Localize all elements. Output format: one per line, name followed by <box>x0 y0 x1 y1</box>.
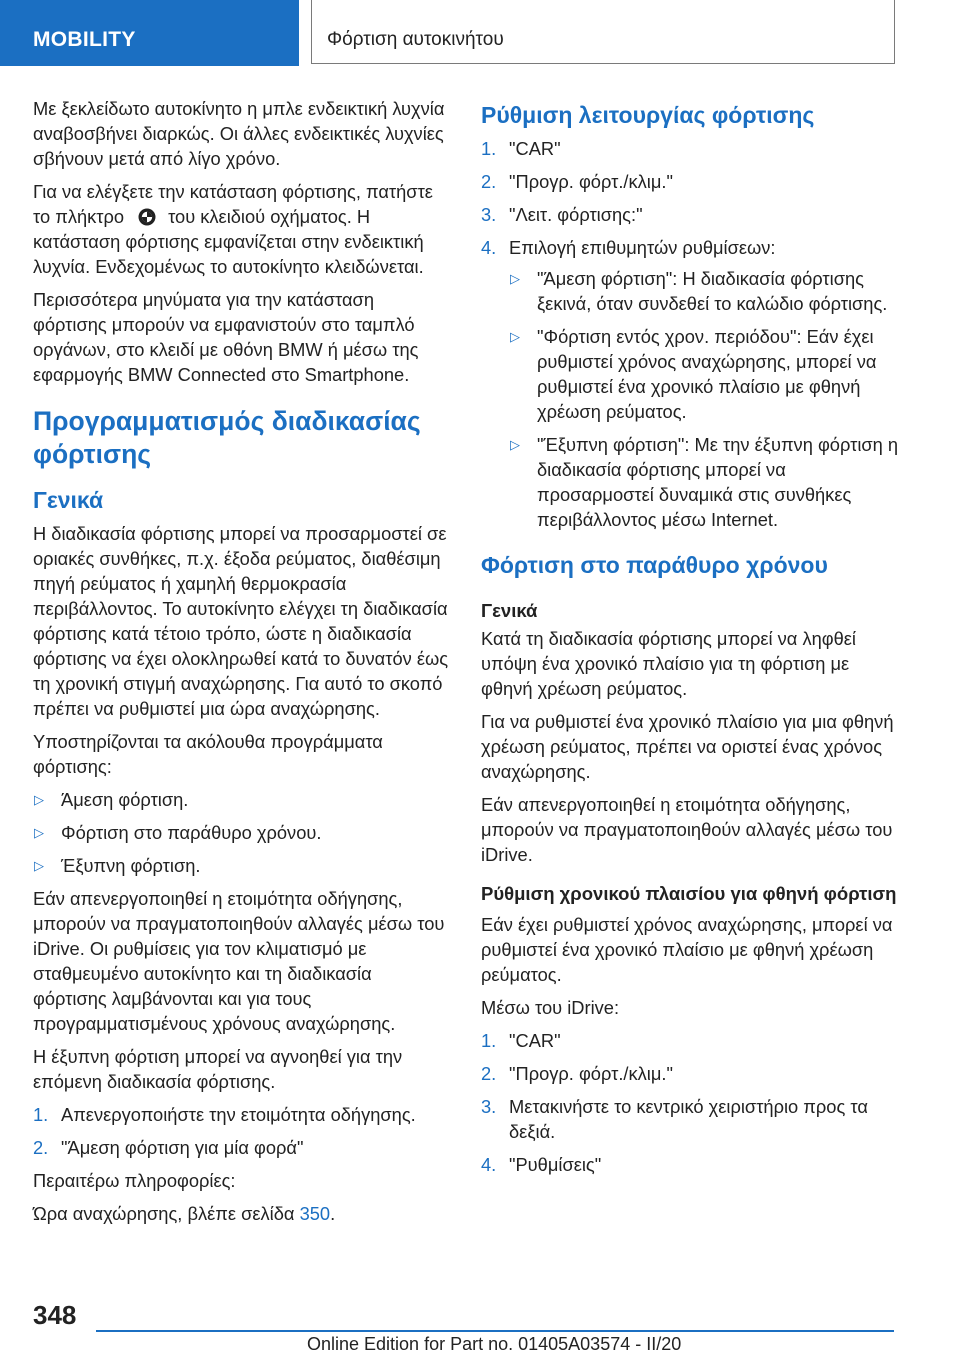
list-item <box>509 432 901 532</box>
paragraph: Εάν απενεργοποιηθεί η ετοιμότητα οδήγησης, μπορούν να πραγματοποιηθούν αλλαγές μέσω του iDrive. Οι ρυθμίσεις για τον κλιματισμό με σταθμευμένο αυτοκίνητο και τη διαδικασία φόρτισης λαμβάνονται και για τους προγραμματισμένους χρόνους αναχώρησης. <box>33 888 445 1034</box>
numbered-list <box>33 1102 450 1160</box>
triangle-bullet-icon: ▷ <box>510 437 520 452</box>
minor-heading: Ρύθμιση χρονικού πλαισίου για φθηνή φόρτιση <box>481 883 897 904</box>
triangle-bullet-icon: ▷ <box>34 825 44 840</box>
step-text: Απενεργοποιήστε την ετοιμότητα οδήγησης. <box>61 1104 416 1125</box>
step-text: "CAR" <box>509 1030 561 1051</box>
step-number: 4. <box>481 1154 497 1175</box>
numbered-list <box>481 136 901 532</box>
paragraph-text: Για να ελέγξετε την κατάσταση φόρτισης, πατήστε το πλήκτρο <box>33 181 433 227</box>
paragraph: Περαιτέρω πληροφορίες: <box>33 1170 236 1191</box>
list-item-text: "Φόρτιση εντός χρον. περιόδου": Εάν έχει ρυθμιστεί χρόνος αναχώρησης, μπορεί να ρυθμιστεί ένα χρονικό πλαίσιο με φθηνή χρέωση ρεύματος. <box>537 326 877 422</box>
edition-note: Online Edition for Part no. 01405A03574 - II/20 <box>307 1334 682 1354</box>
list-item <box>509 266 901 316</box>
minor-heading: Γενικά <box>481 600 538 621</box>
step-text: "Άμεση φόρτιση για μία φορά" <box>61 1137 304 1158</box>
paragraph-text: του κλειδιού οχήματος. Η κατάσταση φόρτισης εμφανίζεται στην ενδεικτική λυχνία. Ενδεχομένως το αυτοκίνητο κλειδώνεται. <box>33 206 424 277</box>
page-number: 348 <box>33 1300 77 1330</box>
step-text: "Προγρ. φόρτ./κλιμ." <box>509 171 673 192</box>
list-item <box>33 787 450 812</box>
step-number: 2. <box>33 1137 49 1158</box>
paragraph: Με ξεκλείδωτο αυτοκίνητο η μπλε ενδεικτική λυχνία αναβοσβήνει διαρκώς. Οι άλλες ενδεικτικές λυχνίες σβήνουν μετά από λίγο χρόνο. <box>33 98 445 169</box>
subsection-heading: Ρύθμιση λειτουργίας φόρτισης <box>481 102 815 128</box>
list-item <box>33 1135 450 1160</box>
triangle-bullet-icon: ▷ <box>34 858 44 873</box>
list-item-text: "Έξυπνη φόρτιση": Με την έξυπνη φόρτιση η διαδικασία φόρτισης μπορεί να προσαρμοστεί δυναμικά στις συνθήκες περιβάλλοντος μέσω Internet. <box>537 434 899 530</box>
list-item <box>481 202 901 227</box>
list-item <box>481 1028 901 1053</box>
step-text: "Λειτ. φόρτισης:" <box>509 204 643 225</box>
list-item <box>509 324 901 424</box>
list-item <box>33 1102 450 1127</box>
section-tab <box>0 0 299 66</box>
step-number: 1. <box>33 1104 49 1125</box>
step-number: 2. <box>481 171 497 192</box>
step-text: Επιλογή επιθυμητών ρυθμίσεων: <box>509 237 776 258</box>
chapter-title: Φόρτιση αυτοκινήτου <box>327 29 504 50</box>
list-item <box>481 136 901 161</box>
triangle-bullet-icon: ▷ <box>510 329 520 344</box>
step-number: 1. <box>481 138 497 159</box>
chapter-tab <box>311 0 895 64</box>
step-text: "Ρυθμίσεις" <box>509 1154 602 1175</box>
list-item <box>481 235 901 532</box>
list-item <box>481 1094 901 1144</box>
numbered-list <box>481 1028 901 1177</box>
paragraph: Εάν απενεργοποιηθεί η ετοιμότητα οδήγησης, μπορούν να πραγματοποιηθούν αλλαγές μέσω του iDrive. <box>481 794 893 865</box>
list-item <box>33 853 450 878</box>
footer-divider <box>96 1330 894 1332</box>
step-text: Μετακινήστε το κεντρικό χειριστήριο προς τα δεξιά. <box>509 1096 868 1142</box>
step-number: 3. <box>481 204 497 225</box>
step-number: 3. <box>481 1096 497 1117</box>
list-item-text: Έξυπνη φόρτιση. <box>61 855 201 876</box>
list-item <box>33 820 450 845</box>
right-column <box>481 96 901 1185</box>
step-text: "CAR" <box>509 138 561 159</box>
left-column <box>33 96 450 1234</box>
paragraph-text: Ώρα αναχώρησης, βλέπε σελίδα <box>33 1203 300 1224</box>
bullet-list <box>33 787 450 878</box>
subsection-heading: Φόρτιση στο παράθυρο χρόνου <box>481 552 828 578</box>
section-title: MOBILITY <box>33 28 136 51</box>
paragraph: Μέσω του iDrive: <box>481 997 620 1018</box>
bullet-list <box>509 266 901 532</box>
paragraph-text: . <box>330 1203 336 1224</box>
step-number: 1. <box>481 1030 497 1051</box>
step-number: 2. <box>481 1063 497 1084</box>
list-item <box>481 169 901 194</box>
bmw-key-button-icon <box>138 208 156 226</box>
section-heading: Προγραμματισμός διαδικασίας φόρτισης <box>33 406 421 469</box>
paragraph <box>33 179 450 279</box>
list-item <box>481 1152 901 1177</box>
list-item-text: Άμεση φόρτιση. <box>61 789 189 810</box>
paragraph: Υποστηρίζονται τα ακόλουθα προγράμματα φόρτισης: <box>33 731 383 777</box>
triangle-bullet-icon: ▷ <box>510 271 520 286</box>
paragraph <box>33 1201 450 1226</box>
triangle-bullet-icon: ▷ <box>34 792 44 807</box>
list-item <box>481 1061 901 1086</box>
paragraph: Κατά τη διαδικασία φόρτισης μπορεί να ληφθεί υπόψη ένα χρονικό πλαίσιο για τη φόρτιση με φθηνή χρέωση ρεύματος. <box>481 628 856 699</box>
step-text: "Προγρ. φόρτ./κλιμ." <box>509 1063 673 1084</box>
paragraph: Για να ρυθμιστεί ένα χρονικό πλαίσιο για μια φθηνή χρέωση ρεύματος, πρέπει να οριστεί ένας χρόνος αναχώρησης. <box>481 711 894 782</box>
step-number: 4. <box>481 237 497 258</box>
page-header <box>0 0 960 66</box>
paragraph: Εάν έχει ρυθμιστεί χρόνος αναχώρησης, μπορεί να ρυθμιστεί ένα χρονικό πλαίσιο με φθηνή χρέωση ρεύματος. <box>481 914 893 985</box>
paragraph: Η έξυπνη φόρτιση μπορεί να αγνοηθεί για την επόμενη διαδικασία φόρτισης. <box>33 1046 403 1092</box>
paragraph: Περισσότερα μηνύματα για την κατάσταση φόρτισης μπορούν να εμφανιστούν στο ταμπλό οργάνων, στο κλειδί με οθόνη BMW ή μέσω της εφαρμογής BMW Connected στο Smartphone. <box>33 289 419 385</box>
list-item-text: Φόρτιση στο παράθυρο χρόνου. <box>61 822 322 843</box>
paragraph: Η διαδικασία φόρτισης μπορεί να προσαρμοστεί σε οριακές συνθήκες, π.χ. έξοδα ρεύματος, διαθέσιμη πηγή ρεύματος ή χαμηλή θερμοκρασία περιβάλλοντος. Το αυτοκίνητο ελέγχει τη διαδικασία φόρτισης κατά τέτοιο τρόπο, ώστε η διαδικασία φόρτισης να έχει ολοκληρωθεί κατά το δυνατόν έως τη χρονική στιγμή αναχώρησης. Για αυτό το σκοπό πρέπει να ρυθμιστεί μια ώρα αναχώρησης. <box>33 523 449 719</box>
list-item-text: "Άμεση φόρτιση": Η διαδικασία φόρτισης ξεκινά, όταν συνδεθεί το καλώδιο φόρτισης. <box>537 268 888 314</box>
subsection-heading: Γενικά <box>33 487 104 513</box>
page-reference-link[interactable]: 350 <box>299 1203 331 1224</box>
